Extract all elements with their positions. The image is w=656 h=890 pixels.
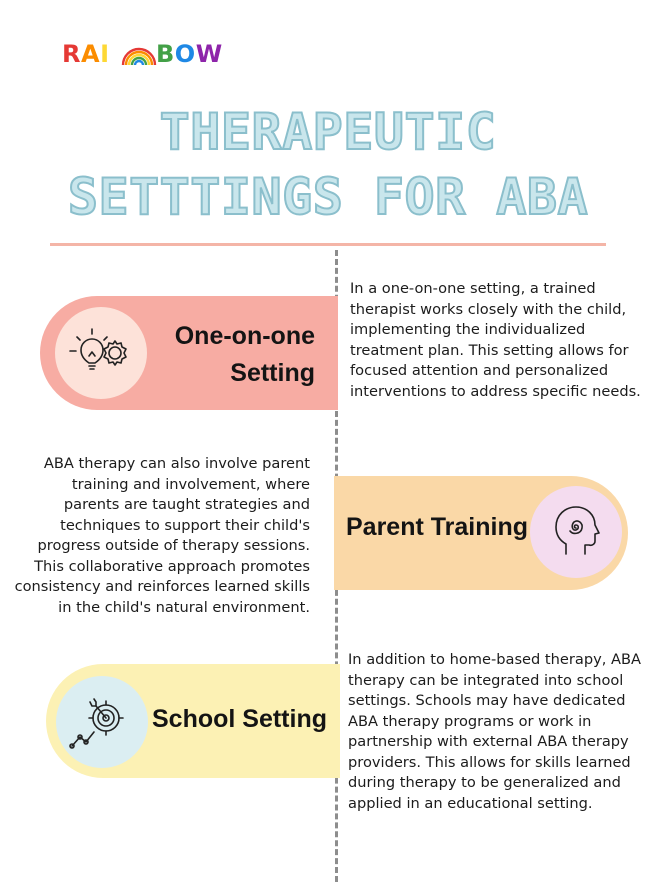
rainbow-arc-icon: [120, 38, 158, 66]
logo-text-right: [156, 40, 223, 68]
title-underline: [50, 243, 606, 246]
rainbow-logo: [62, 38, 222, 72]
school-setting-icon-badge: [56, 676, 148, 768]
page-title-line-1: THERAPEUTIC: [159, 103, 497, 161]
logo-letter: A: [80, 40, 101, 68]
head-spiral-icon: [530, 486, 622, 578]
lightbulb-gear-icon: [55, 307, 147, 399]
one-on-one-heading-line-2: Setting: [230, 359, 315, 387]
one-on-one-heading-line-1: One-on-one: [174, 322, 315, 350]
one-on-one-heading: [150, 318, 315, 392]
school-setting-description: In addition to home-based therapy, ABA therapy can be integrated into school settings. Schools may have dedicated ABA therapy programs or work in partnership with external ABA therapy providers. This allows for skills learned during therapy to be generalized and applied in an educational setting.: [348, 651, 641, 812]
logo-letter: I: [100, 40, 110, 68]
one-on-one-icon-badge: [55, 307, 147, 399]
target-icon: [56, 676, 148, 768]
logo-letter: R: [62, 40, 81, 68]
parent-training-heading: Parent Training: [346, 513, 528, 541]
one-on-one-description: In a one-on-one setting, a trained therapist works closely with the child, implementing the individualized treatment plan. This setting allows for focused attention and personalized interventions to address specific needs.: [350, 280, 641, 400]
parent-training-icon-badge: [530, 486, 622, 578]
logo-letter: W: [195, 40, 223, 68]
logo-letter: O: [174, 40, 196, 68]
page-title-line-2: SETTTINGS FOR ABA: [67, 168, 589, 226]
school-setting-heading: School Setting: [152, 705, 327, 733]
logo-text-left: [62, 40, 110, 68]
parent-training-description: ABA therapy can also involve parent training and involvement, where parents are taught strategies and techniques to support their child's progress outside of therapy sessions. This collaborative approach promotes consistency and reinforces learned skills in the child's natural environment.: [14, 455, 310, 616]
logo-letter: B: [156, 40, 175, 68]
